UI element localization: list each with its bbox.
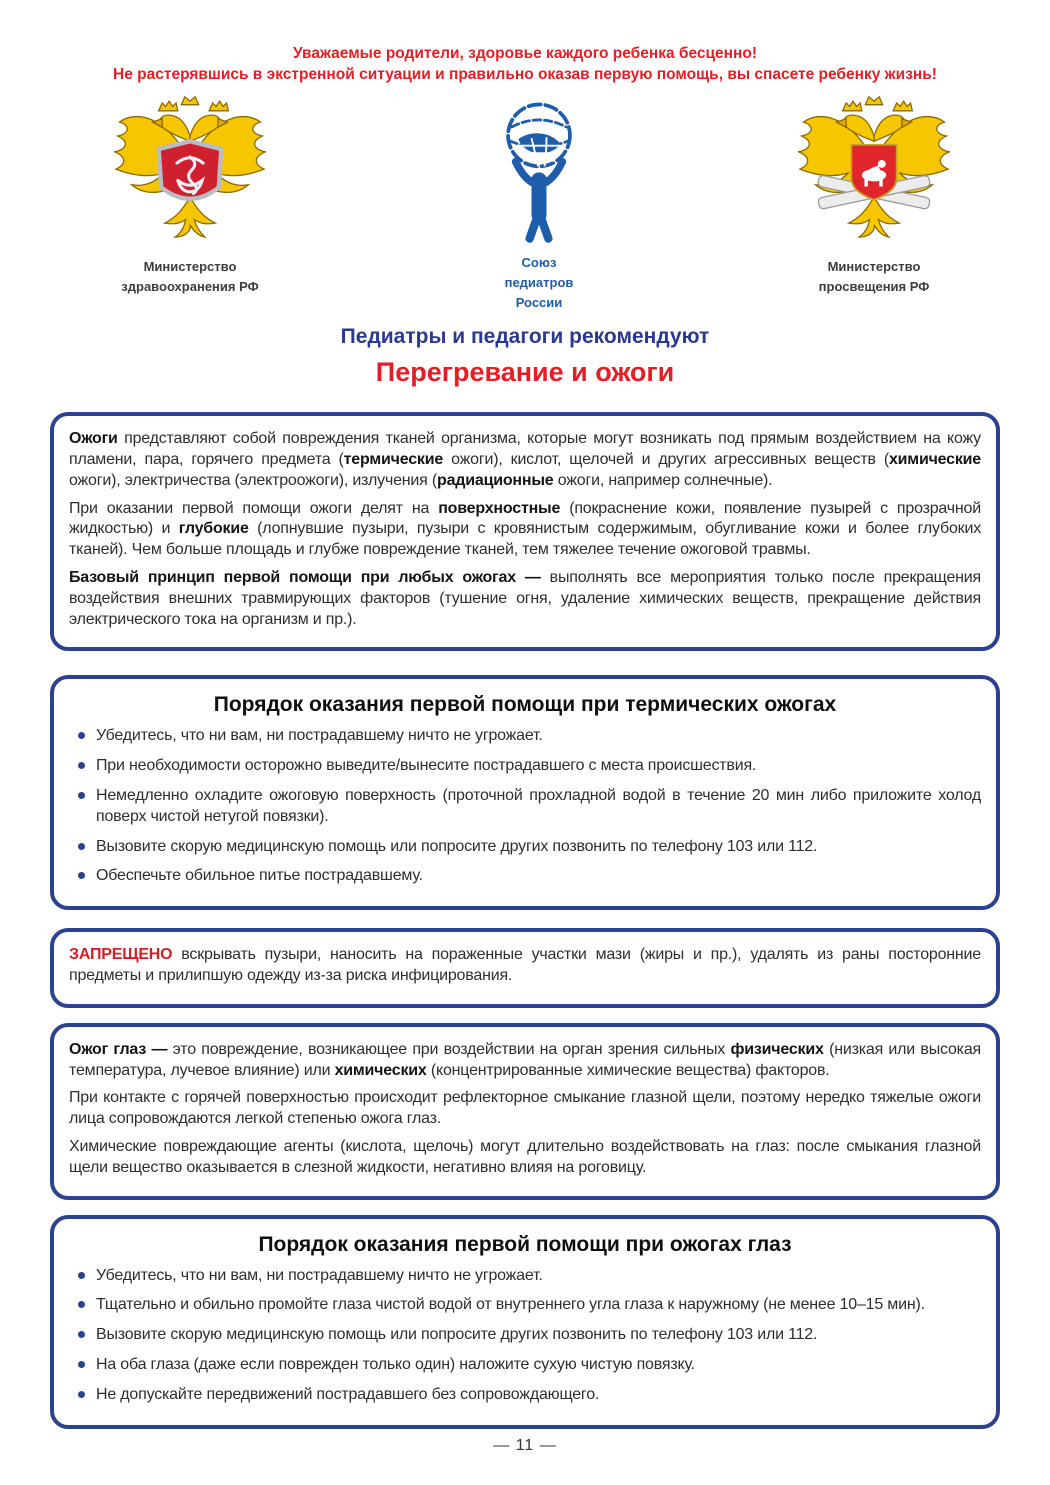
intro-paragraph-3: Базовый принцип первой помощи при любых ожогах — выполнять все мероприятия только после прекращения воздействия внешних травмирующих факторов (тушение огня, удаление химических веществ, прекращение действия электрического тока на организм и пр.). [69, 569, 981, 628]
bullet-dot-icon [78, 1361, 85, 1368]
eye-aid-box [50, 1215, 1000, 1429]
list-item: Вызовите скорую медицинскую помощь или попросите других позвонить по телефону 103 или 112. [69, 837, 981, 858]
list-item: Обеспечьте обильное питье пострадавшему. [69, 866, 981, 887]
list-item: При необходимости осторожно выведите/вынесите пострадавшего с места происшествия. [69, 756, 981, 777]
bullet-dot-icon [78, 1331, 85, 1338]
bullet-dot-icon [78, 732, 85, 739]
pediatric-union-caption: Союз педиатров России [504, 254, 574, 311]
header-appeal-line-1: Уважаемые родители, здоровье каждого ребенка бесценно! [292, 45, 757, 62]
page-title: Перегревание и ожоги [375, 357, 675, 388]
bullet-dot-icon [78, 1301, 85, 1308]
eye-aid-heading: Порядок оказания первой помощи при ожогах глаз [258, 1232, 792, 1256]
bullet-dot-icon [78, 1272, 85, 1279]
eye-burn-box [50, 1023, 1000, 1200]
bullet-dot-icon [78, 843, 85, 850]
intro-paragraph-1: Ожоги представляют собой повреждения тканей организма, которые могут возникать под прямым воздействием на кожу пламени, пара, горячего предмета (термические ожоги), кислот, щелочей и других агрессивных веществ (химические ожоги), электричества (электроожоги), излучения (радиационные ожоги, например солнечные). [69, 430, 981, 489]
bullet-dot-icon [78, 872, 85, 879]
thermal-aid-heading: Порядок оказания первой помощи при термических ожогах [213, 693, 837, 717]
list-item: Убедитесь, что ни вам, ни пострадавшему ничто не угрожает. [69, 1266, 981, 1287]
list-item: Тщательно и обильно промойте глаза чистой водой от внутреннего угла глаза к наружному (не менее 10–15 мин). [69, 1295, 981, 1316]
eye-aid-list [69, 1266, 981, 1406]
health-ministry-caption: Министерство здравоохранения РФ [121, 258, 259, 294]
list-item: Вызовите скорую медицинскую помощь или попросите других позвонить по телефону 103 или 112. [69, 1325, 981, 1346]
forbidden-box [50, 928, 1000, 1008]
pediatric-union-emblem-icon [482, 96, 596, 251]
header-appeal-line-2: Не растерявшись в экстренной ситуации и правильно оказав первую помощь, вы спасете ребенку жизнь! [113, 65, 937, 83]
intro-box [50, 412, 1000, 651]
education-ministry-caption: Министерство просвещения РФ [818, 258, 930, 294]
thermal-aid-box [50, 675, 1000, 910]
bullet-dot-icon [78, 792, 85, 799]
list-item: Немедленно охладите ожоговую поверхность (проточной прохладной водой в течение 20 мин либо приложите холод поверх чистой нетугой повязки). [69, 786, 981, 828]
education-ministry-emblem-icon [790, 96, 958, 249]
list-item: Не допускайте передвижений пострадавшего без сопровождающего. [69, 1385, 981, 1406]
eye-burn-paragraph-1: Ожог глаз — это повреждение, возникающее при воздействии на орган зрения сильных физических (низкая или высокая температура, лучевое влияние) или химических (концентрированные химические вещества) факторов. [69, 1040, 981, 1079]
bullet-dot-icon [78, 762, 85, 769]
thermal-aid-list [69, 726, 981, 887]
pediatric-union-logo [434, 96, 644, 313]
list-item: Убедитесь, что ни вам, ни пострадавшему ничто не угрожает. [69, 726, 981, 747]
eye-burn-paragraph-2: При контакте с горячей поверхностью происходит рефлекторное смыкание глазной щели, поэтому нередко тяжелые ожоги лица сопровождаются легкой степенью ожога глаз. [69, 1089, 981, 1128]
eye-burn-paragraph-3: Химические повреждающие агенты (кислота, щелочь) могут длительно воздействовать на глаз: после смыкания глазной щели вещество оказывается в слезной жидкости, негативно влияя на роговицу. [69, 1138, 981, 1176]
logo-row [50, 96, 1000, 313]
education-ministry-logo [754, 96, 994, 297]
bullet-dot-icon [78, 1391, 85, 1398]
health-ministry-emblem-icon [106, 96, 274, 249]
list-item: На оба глаза (даже если поврежден только один) наложите сухую чистую повязку. [69, 1355, 981, 1376]
recommendation-subtitle: Педиатры и педагоги рекомендуют [340, 325, 710, 349]
forbidden-text: ЗАПРЕЩЕНО вскрывать пузыри, наносить на пораженные участки мази (жиры и пр.), удалять из раны посторонние предметы и прилипшую одежду из-за риска инфицирования. [69, 946, 981, 985]
intro-paragraph-2: При оказании первой помощи ожоги делят на поверхностные (покраснение кожи, появление пузырей с прозрачной жидкостью) и глубокие (лопнувшие пузыри, пузыри с кровянистым содержимым, обугливание кожи и более глубоких тканей). Чем больше площадь и глубже повреждение тканей, тем тяжелее течение ожоговой травмы. [69, 499, 981, 559]
page-number: — 11 — [493, 1436, 557, 1454]
health-ministry-logo [56, 96, 324, 297]
